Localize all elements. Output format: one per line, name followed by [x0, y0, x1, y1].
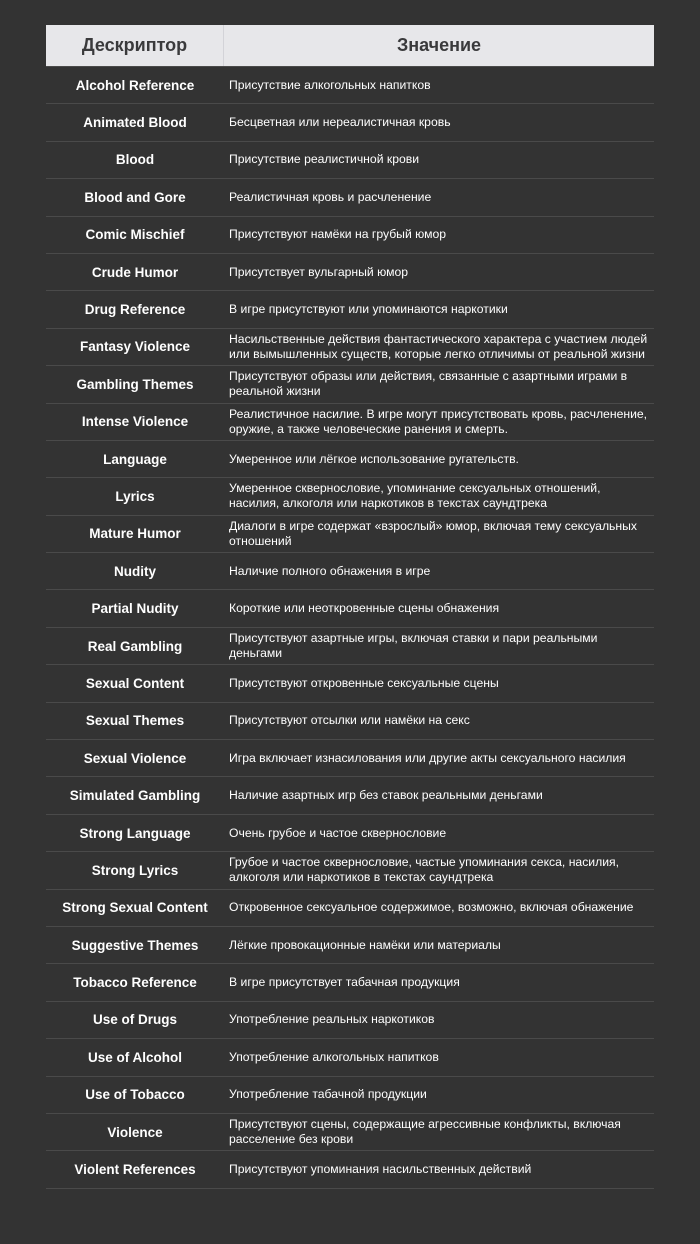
- table-row: [46, 1002, 654, 1039]
- descriptor-table: [46, 25, 654, 1189]
- value-cell: Присутствие алкогольных напитков: [229, 77, 431, 92]
- descriptor-cell: Strong Lyrics: [91, 862, 179, 878]
- table-body: [46, 66, 654, 1189]
- table-header: [46, 25, 654, 66]
- descriptor-cell: Violent References: [74, 1162, 196, 1178]
- table-row: [46, 890, 654, 927]
- descriptor-cell: Sexual Themes: [85, 713, 185, 729]
- value-cell: Короткие или неоткровенные сцены обнажения: [229, 601, 500, 616]
- table-row: [46, 404, 654, 441]
- value-cell: Наличие азартных игр без ставок реальными деньгами: [229, 788, 543, 803]
- table-row: [46, 1039, 654, 1076]
- table-row: [46, 516, 654, 553]
- descriptor-cell: Lyrics: [115, 488, 155, 504]
- value-cell: Игра включает изнасилования или другие акты сексуального насилия: [229, 750, 626, 765]
- descriptor-cell: Partial Nudity: [91, 601, 179, 617]
- descriptor-cell: Real Gambling: [87, 638, 183, 654]
- descriptor-cell: Violence: [107, 1124, 163, 1140]
- descriptor-cell: Language: [103, 451, 167, 467]
- descriptor-cell: Drug Reference: [84, 302, 186, 318]
- table-row: [46, 254, 654, 291]
- value-cell: Употребление реальных наркотиков: [229, 1012, 435, 1027]
- descriptor-cell: Intense Violence: [81, 414, 189, 430]
- table-row: [46, 777, 654, 814]
- table-row: [46, 366, 654, 403]
- descriptor-cell: Mature Humor: [89, 526, 181, 542]
- table-row: [46, 852, 654, 889]
- value-cell: Реалистичное насилие. В игре могут присутствовать кровь, расчленение, оружие, а также человеческие ранения и смерть.: [229, 406, 648, 436]
- value-cell: Присутствуют откровенные сексуальные сцены: [229, 675, 499, 690]
- table-row: [46, 1114, 654, 1151]
- descriptor-cell: Crude Humor: [91, 264, 179, 280]
- descriptor-cell: Strong Language: [79, 825, 191, 841]
- value-cell: Присутствие реалистичной крови: [229, 152, 420, 167]
- table-row: [46, 815, 654, 852]
- value-cell: Умеренное или лёгкое использование ругательств.: [229, 451, 519, 466]
- table-row: [46, 441, 654, 478]
- descriptor-cell: Nudity: [114, 563, 156, 579]
- table-row: [46, 142, 654, 179]
- value-cell: Бесцветная или нереалистичная кровь: [229, 115, 451, 130]
- descriptor-cell: Gambling Themes: [76, 376, 194, 392]
- table-row: [46, 628, 654, 665]
- table-row: [46, 590, 654, 627]
- value-cell: Очень грубое и частое сквернословие: [229, 825, 447, 840]
- table-row: [46, 478, 654, 515]
- table-row: [46, 553, 654, 590]
- table-row: [46, 1077, 654, 1114]
- header-descriptor: Дескриптор: [46, 25, 224, 66]
- table-row: [46, 104, 654, 141]
- table-row: [46, 740, 654, 777]
- descriptor-cell: Blood and Gore: [84, 189, 186, 205]
- value-cell: В игре присутствует табачная продукция: [229, 975, 460, 990]
- value-cell: Употребление алкогольных напитков: [229, 1049, 439, 1064]
- descriptor-cell: Simulated Gambling: [69, 788, 201, 804]
- value-cell: В игре присутствуют или упоминаются наркотики: [229, 302, 508, 317]
- value-cell: Присутствует вульгарный юмор: [229, 264, 409, 279]
- value-cell: Присутствуют намёки на грубый юмор: [229, 227, 447, 242]
- table-row: [46, 67, 654, 104]
- descriptor-cell: Use of Alcohol: [87, 1049, 182, 1065]
- table-row: [46, 927, 654, 964]
- value-cell: Грубое и частое сквернословие, частые упоминания секса, насилия, алкоголя или наркотиков в текстах саундтрека: [229, 855, 620, 885]
- value-cell: Употребление табачной продукции: [229, 1087, 427, 1102]
- descriptor-cell: Fantasy Violence: [79, 339, 191, 355]
- table-row: [46, 329, 654, 366]
- descriptor-cell: Comic Mischief: [85, 227, 185, 243]
- descriptor-cell: Animated Blood: [83, 115, 187, 131]
- value-cell: Лёгкие провокационные намёки или материалы: [229, 937, 501, 952]
- table-row: [46, 964, 654, 1001]
- descriptor-cell: Use of Tobacco: [85, 1087, 185, 1103]
- descriptor-cell: Sexual Violence: [83, 750, 187, 766]
- value-cell: Умеренное сквернословие, упоминание сексуальных отношений, насилия, алкоголя или наркотиков в текстах саундтрека: [229, 481, 601, 511]
- table-row: [46, 703, 654, 740]
- value-cell: Откровенное сексуальное содержимое, возможно, включая обнажение: [229, 900, 634, 915]
- descriptor-cell: Tobacco Reference: [73, 975, 197, 991]
- value-cell: Присутствуют образы или действия, связанные с азартными играми в реальной жизни: [229, 369, 628, 399]
- table-row: [46, 217, 654, 254]
- value-cell: Присутствуют азартные игры, включая ставки и пари реальными деньгами: [229, 631, 598, 661]
- table-row: [46, 1151, 654, 1188]
- table-row: [46, 291, 654, 328]
- value-cell: Насильственные действия фантастического характера с участием людей или вымышленных существ, которые легко отличимы от реальной жизни: [229, 331, 648, 361]
- value-cell: Присутствуют сцены, содержащие агрессивные конфликты, включая расселение без крови: [229, 1117, 621, 1147]
- descriptor-cell: Blood: [115, 152, 155, 168]
- value-cell: Диалоги в игре содержат «взрослый» юмор, включая тему сексуальных отношений: [229, 518, 637, 548]
- descriptor-cell: Use of Drugs: [92, 1012, 177, 1028]
- table-row: [46, 665, 654, 702]
- table-row: [46, 179, 654, 216]
- descriptor-cell: Suggestive Themes: [71, 937, 199, 953]
- descriptor-cell: Alcohol Reference: [75, 77, 195, 93]
- header-value: Значение: [396, 35, 482, 55]
- value-cell: Наличие полного обнажения в игре: [229, 563, 431, 578]
- value-cell: Присутствуют отсылки или намёки на секс: [229, 713, 470, 728]
- descriptor-cell: Strong Sexual Content: [62, 900, 208, 916]
- value-cell: Присутствуют упоминания насильственных действий: [229, 1162, 532, 1177]
- descriptor-cell: Sexual Content: [85, 675, 185, 691]
- value-cell: Реалистичная кровь и расчленение: [229, 189, 432, 204]
